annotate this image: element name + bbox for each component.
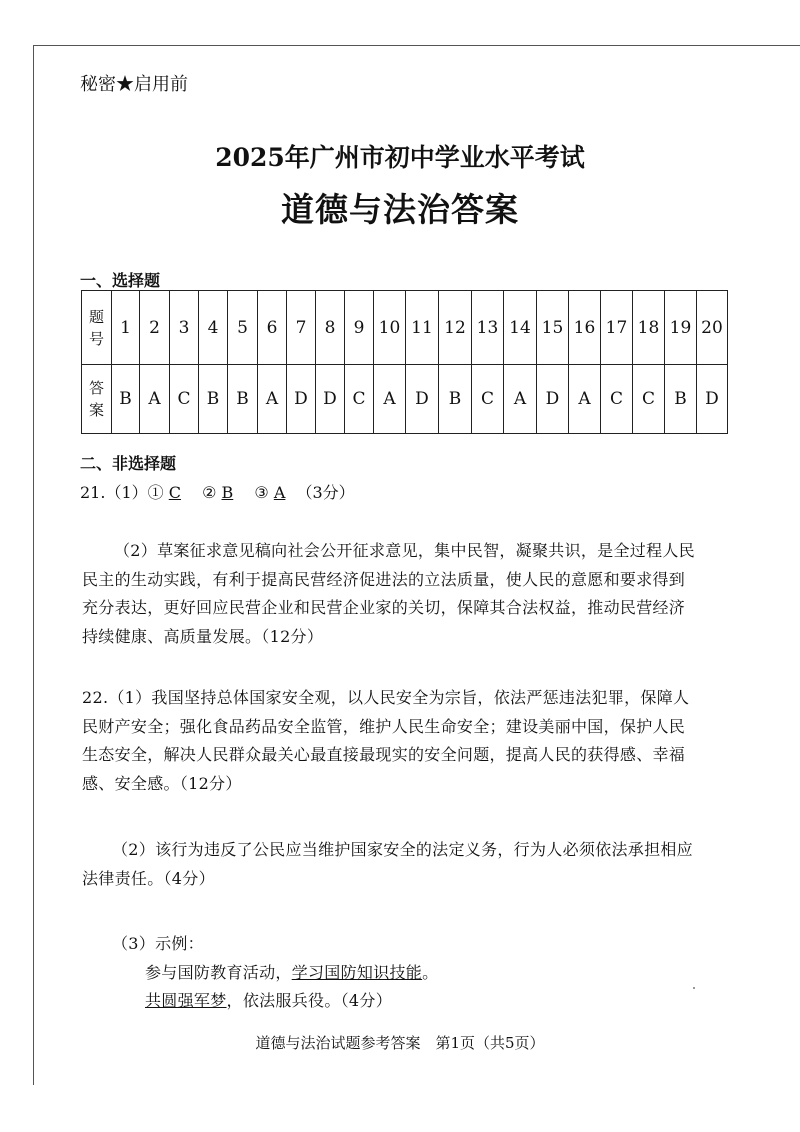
answer-cell: B bbox=[112, 365, 140, 434]
question-number-cell: 3 bbox=[170, 291, 199, 365]
answer-cell: B bbox=[228, 365, 258, 434]
row-label-answer: 答 案 bbox=[82, 365, 112, 434]
answer-cell: D bbox=[697, 365, 728, 434]
q22-part2-line: 法律责任。（4分） bbox=[82, 868, 215, 888]
question-number-cell: 1 bbox=[112, 291, 140, 365]
answer-cell: A bbox=[374, 365, 406, 434]
question-number-cell: 6 bbox=[258, 291, 287, 365]
q22-part1 bbox=[82, 684, 689, 798]
q22-part1-line: 民财产安全；强化食品药品安全监管，维护人民生命安全；建设美丽中国，保护人民 bbox=[82, 716, 686, 736]
q21-marker-2: ② bbox=[202, 483, 217, 502]
q21-part2 bbox=[82, 537, 695, 651]
answer-cell: D bbox=[316, 365, 345, 434]
question-number-cell: 17 bbox=[601, 291, 633, 365]
q22-part3-example-2: 共圆强军梦，依法服兵役。（4分） bbox=[145, 991, 392, 1011]
section1-heading: 一、选择题 bbox=[80, 271, 161, 290]
q22-part3-underlined-2: 共圆强军梦 bbox=[145, 991, 227, 1011]
answer-table bbox=[81, 290, 728, 434]
question-number-row bbox=[82, 291, 728, 365]
question-number-cell: 19 bbox=[665, 291, 697, 365]
question-number-cell: 11 bbox=[406, 291, 439, 365]
q21-part2-line: （2）草案征求意见稿向社会公开征求意见，集中民智，凝聚共识，是全过程人民 bbox=[114, 541, 695, 560]
question-number-cell: 12 bbox=[439, 291, 472, 365]
question-number-cell: 16 bbox=[569, 291, 601, 365]
answer-row bbox=[82, 365, 728, 434]
question-number-cell: 13 bbox=[472, 291, 504, 365]
answer-cell: D bbox=[537, 365, 569, 434]
question-number-cell: 14 bbox=[504, 291, 537, 365]
answer-cell: C bbox=[170, 365, 199, 434]
row-label-question: 题 号 bbox=[82, 291, 112, 365]
question-number-cell: 20 bbox=[697, 291, 728, 365]
answer-title: 道德与法治答案 bbox=[281, 190, 519, 229]
answer-cell: B bbox=[665, 365, 697, 434]
question-number-cell: 8 bbox=[316, 291, 345, 365]
answer-cell: B bbox=[439, 365, 472, 434]
question-number-cell: 7 bbox=[287, 291, 316, 365]
page-border-top bbox=[33, 45, 800, 46]
q22-part3-heading: （3）示例： bbox=[112, 934, 204, 953]
confidential-label: 秘密★启用前 bbox=[80, 74, 188, 95]
answer-cell: C bbox=[633, 365, 665, 434]
answer-cell: D bbox=[406, 365, 439, 434]
q21-answer-2: B bbox=[221, 483, 234, 502]
answer-cell: C bbox=[472, 365, 504, 434]
q21-part2-line: 民主的生动实践，有利于提高民营经济促进法的立法质量，使人民的意愿和要求得到 bbox=[82, 569, 686, 589]
question-number-cell: 18 bbox=[633, 291, 665, 365]
q22-part3-underlined-1: 学习国防知识技能 bbox=[291, 962, 423, 982]
answer-cell: A bbox=[504, 365, 537, 434]
answer-cell: B bbox=[199, 365, 228, 434]
answer-cell: A bbox=[569, 365, 601, 434]
q22-part1-line: 22.（1）我国坚持总体国家安全观，以人民安全为宗旨，依法严惩违法犯罪，保障人 bbox=[82, 688, 690, 707]
answer-cell: D bbox=[287, 365, 316, 434]
q21-marker-3: ③ bbox=[254, 483, 269, 502]
q21-part1-score: （3分） bbox=[296, 483, 355, 502]
question-number-cell: 9 bbox=[345, 291, 374, 365]
page-footer: 道德与法治试题参考答案 第1页（共5页） bbox=[255, 1034, 545, 1052]
q22-part1-line: 感、安全感。（12分） bbox=[82, 773, 242, 793]
q21-part1-prefix: 21.（1）① bbox=[80, 483, 164, 502]
q21-part1 bbox=[80, 480, 355, 503]
question-number-cell: 4 bbox=[199, 291, 228, 365]
answer-cell: A bbox=[140, 365, 170, 434]
section2-heading: 二、非选择题 bbox=[80, 454, 177, 473]
q22-part3-example-1: 参与国防教育活动，学习国防知识技能。 bbox=[145, 962, 439, 982]
q21-answer-3: A bbox=[273, 483, 286, 502]
scan-speck bbox=[693, 987, 695, 989]
q21-part2-line: 充分表达，更好回应民营企业和民营企业家的关切，保障其合法权益，推动民营经济 bbox=[82, 598, 686, 618]
question-number-cell: 15 bbox=[537, 291, 569, 365]
q22-part1-line: 生态安全，解决人民群众最关心最直接最现实的安全问题，提高人民的获得感、幸福 bbox=[82, 745, 686, 765]
question-number-cell: 10 bbox=[374, 291, 406, 365]
q22-part3 bbox=[112, 930, 438, 1016]
answer-cell: C bbox=[345, 365, 374, 434]
question-number-cell: 2 bbox=[140, 291, 170, 365]
answer-cell: C bbox=[601, 365, 633, 434]
question-number-cell: 5 bbox=[228, 291, 258, 365]
q22-part2 bbox=[82, 836, 693, 893]
q21-part2-line: 持续健康、高质量发展。（12分） bbox=[82, 626, 324, 646]
answer-cell: A bbox=[258, 365, 287, 434]
q22-part2-line: （2）该行为违反了公民应当维护国家安全的法定义务，行为人必须依法承担相应 bbox=[112, 840, 693, 859]
exam-title: 2025年广州市初中学业水平考试 bbox=[215, 143, 585, 172]
q21-answer-1: C bbox=[168, 483, 181, 502]
